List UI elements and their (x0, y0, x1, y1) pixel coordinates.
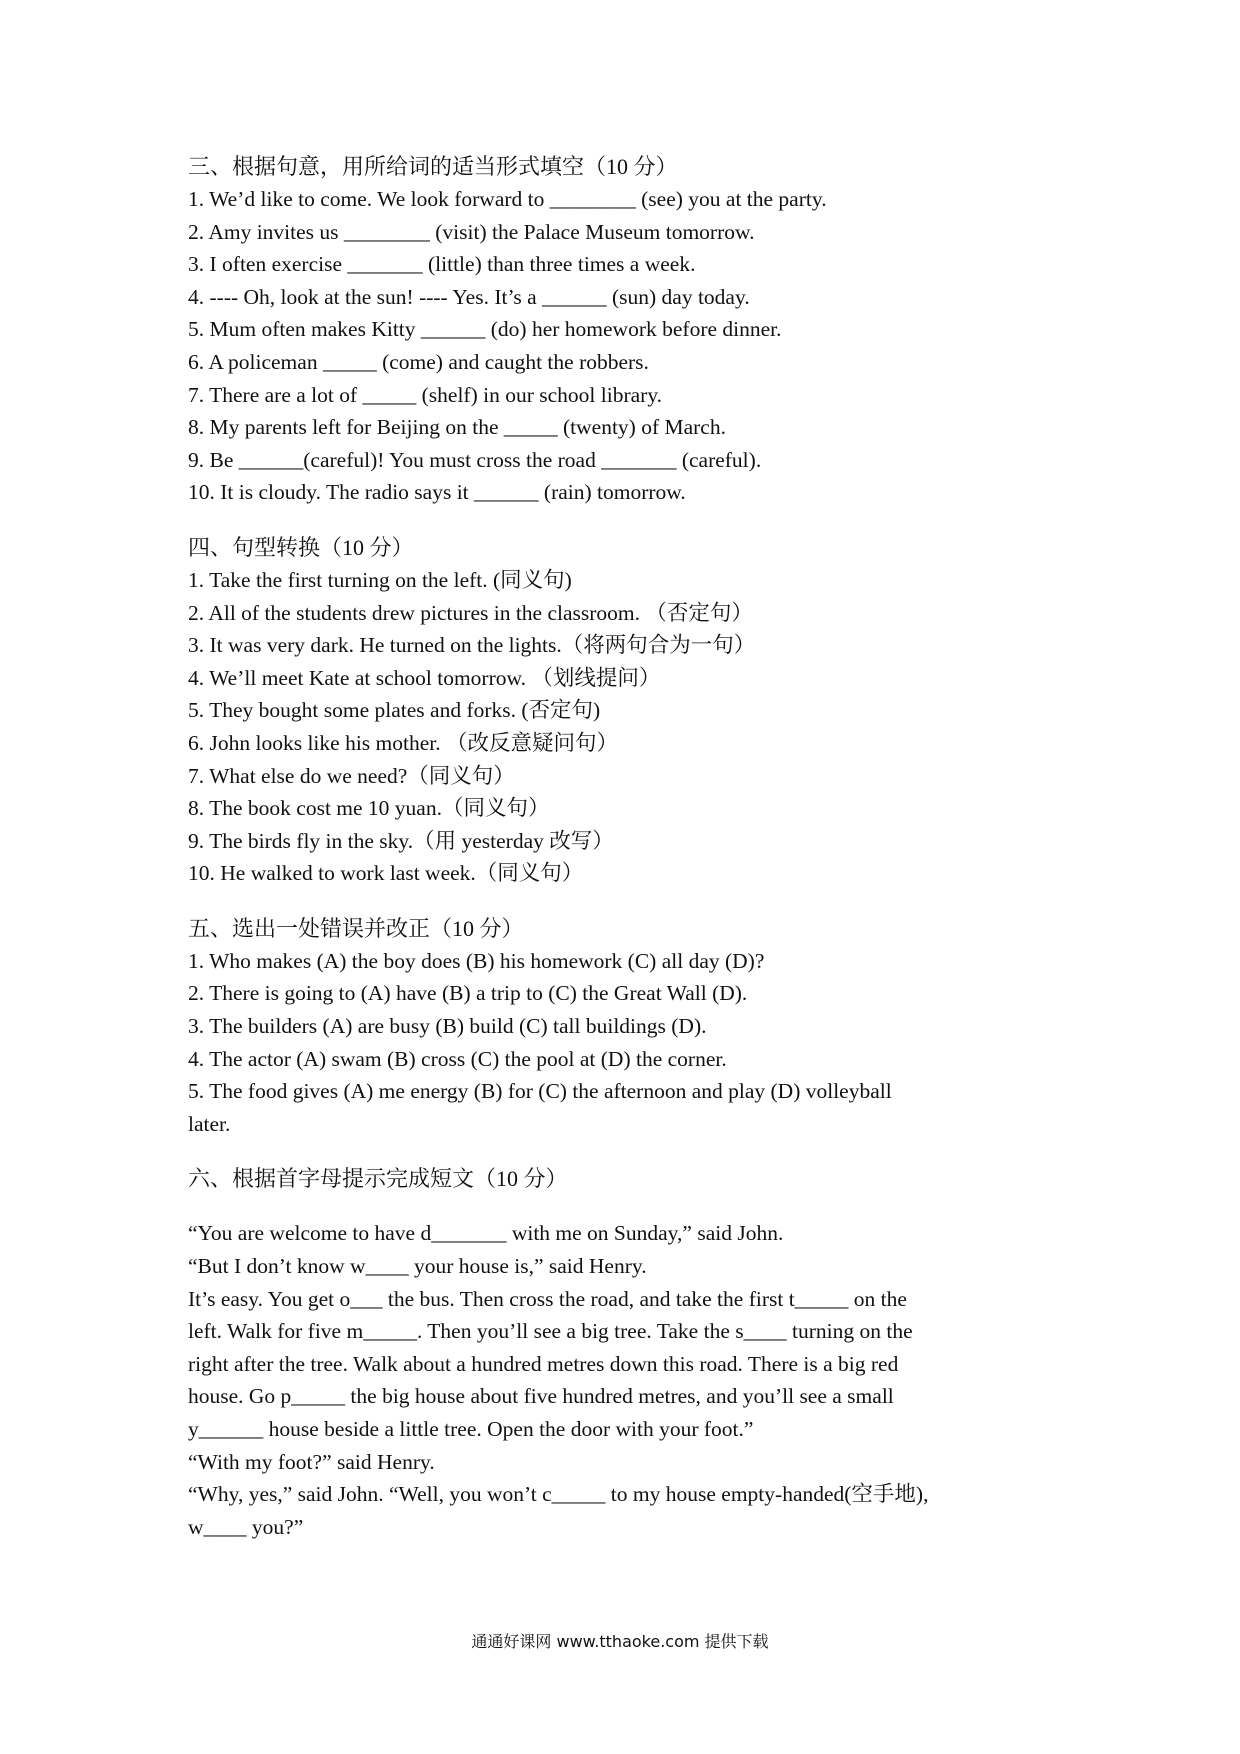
question-line: later. (188, 1111, 231, 1136)
passage-line: right after the tree. Walk about a hundred metres down this road. There is a big red (188, 1351, 899, 1376)
question-line: 7. What else do we need?（同义句） (188, 763, 515, 788)
question-line: 4. ---- Oh, look at the sun! ---- Yes. It’s a ______ (sun) day today. (188, 284, 750, 309)
question-line: 3. The builders (A) are busy (B) build (C) tall buildings (D). (188, 1014, 707, 1039)
question-line: 5. They bought some plates and forks. (否定句) (188, 698, 601, 723)
question-line: 8. The book cost me 10 yuan.（同义句） (188, 796, 550, 821)
question-line: 2. There is going to (A) have (B) a trip to (C) the Great Wall (D). (188, 981, 748, 1006)
passage-line: “Why, yes,” said John. “Well, you won’t c_____ to my house empty-handed(空手地), (188, 1482, 929, 1507)
section-heading: 四、句型转换（10 分） (188, 534, 414, 560)
question-line: 3. It was very dark. He turned on the lights.（将两句合为一句） (188, 633, 756, 658)
question-line: 5. Mum often makes Kitty ______ (do) her homework before dinner. (188, 317, 782, 342)
worksheet-page (188, 150, 1068, 1543)
passage-line: left. Walk for five m_____. Then you’ll see a big tree. Take the s____ turning on the (188, 1319, 913, 1344)
question-line: 6. John looks like his mother. （改反意疑问句） (188, 730, 619, 755)
question-line: 10. He walked to work last week.（同义句） (188, 861, 584, 886)
section-sentence-transform (188, 531, 1068, 890)
question-line: 6. A policeman _____ (come) and caught the robbers. (188, 349, 649, 374)
section-cloze-passage (188, 1162, 1068, 1543)
passage-line: y______ house beside a little tree. Open the door with your foot.” (188, 1417, 754, 1441)
question-line: 2. Amy invites us ________ (visit) the Palace Museum tomorrow. (188, 219, 755, 244)
question-line: 5. The food gives (A) me energy (B) for (C) the afternoon and play (D) volleyball (188, 1079, 892, 1104)
question-line: 9. The birds fly in the sky.（用 yesterday 改写） (188, 828, 614, 853)
section-heading: 五、选出一处错误并改正（10 分） (188, 915, 524, 941)
section-error-correction (188, 912, 1068, 1141)
section-fill-in-forms (188, 150, 1068, 509)
question-line: 7. There are a lot of _____ (shelf) in our school library. (188, 382, 663, 407)
question-line: 3. I often exercise _______ (little) than three times a week. (188, 252, 696, 277)
passage-line: “But I don’t know w____ your house is,” said Henry. (188, 1254, 647, 1279)
question-line: 1. Who makes (A) the boy does (B) his homework (C) all day (D)? (188, 948, 765, 973)
question-line: 1. Take the first turning on the left. (同义句) (188, 567, 572, 592)
passage-line: w____ you?” (188, 1514, 304, 1539)
question-line: 9. Be ______(careful)! You must cross the road _______ (careful). (188, 447, 762, 472)
passage-line: house. Go p_____ the big house about five hundred metres, and you’ll see a small (188, 1384, 894, 1409)
question-line: 2. All of the students drew pictures in the classroom. （否定句） (188, 600, 753, 625)
question-line: 10. It is cloudy. The radio says it ______ (rain) tomorrow. (188, 480, 686, 505)
question-line: 8. My parents left for Beijing on the _____ (twenty) of March. (188, 415, 726, 440)
section-heading: 六、根据首字母提示完成短文（10 分） (188, 1166, 568, 1192)
question-line: 4. The actor (A) swam (B) cross (C) the pool at (D) the corner. (188, 1046, 727, 1071)
passage-line: “You are welcome to have d_______ with me on Sunday,” said John. (188, 1221, 784, 1246)
passage-line: “With my foot?” said Henry. (188, 1449, 435, 1474)
passage-line: It’s easy. You get o___ the bus. Then cross the road, and take the first t_____ on the (188, 1286, 907, 1311)
section-heading: 三、根据句意，用所给词的适当形式填空（10 分） (188, 154, 678, 179)
download-footer: 通通好课网 www.tthaoke.com 提供下载 (471, 1632, 769, 1651)
question-line: 4. We’ll meet Kate at school tomorrow. （划线提问） (188, 665, 661, 690)
question-line: 1. We’d like to come. We look forward to ________ (see) you at the party. (188, 187, 827, 211)
